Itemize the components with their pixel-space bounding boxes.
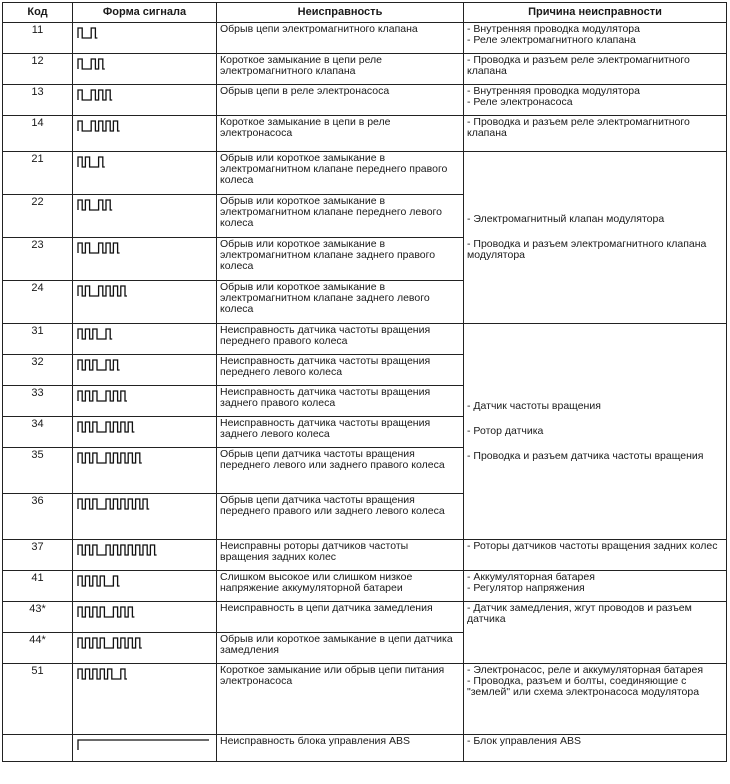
table-row — [3, 664, 727, 735]
cause-line: - Блок управления ABS — [467, 735, 581, 747]
signal-waveform — [77, 388, 213, 404]
fault-description: Короткое замыкание в цепи в реле электронасоса — [217, 116, 464, 152]
waveform-cell — [73, 238, 217, 281]
cause-line: - Реле электронасоса — [467, 96, 573, 108]
fault-code-table — [2, 2, 727, 762]
fault-cause — [464, 116, 727, 152]
fault-code: 44* — [3, 633, 73, 664]
table-row — [3, 152, 727, 195]
fault-code: 37 — [3, 540, 73, 571]
header-row — [3, 3, 727, 23]
table-row — [3, 85, 727, 116]
fault-description: Обрыв цепи в реле электронасоса — [217, 85, 464, 116]
fault-description: Обрыв цепи датчика частоты вращения переднего правого или заднего левого колеса — [217, 494, 464, 540]
header-cause: Причина неисправности — [464, 3, 727, 23]
cause-line: - Проводка и разъем реле электромагнитного клапана — [467, 54, 690, 77]
fault-cause — [464, 540, 727, 571]
fault-description: Обрыв или короткое замыкание в электромагнитном клапане переднего левого колеса — [217, 195, 464, 238]
fault-cause — [464, 54, 727, 85]
fault-description: Неисправность в цепи датчика замедления — [217, 602, 464, 633]
cause-line: - Внутренняя проводка модулятора — [467, 23, 640, 35]
waveform-trace — [78, 669, 127, 679]
waveform-cell — [73, 448, 217, 494]
waveform-cell — [73, 494, 217, 540]
signal-waveform — [77, 542, 213, 558]
cause-line: - Проводка и разъем электромагнитного клапана модулятора — [467, 238, 707, 261]
fault-code: 14 — [3, 116, 73, 152]
waveform-trace — [78, 59, 105, 69]
signal-waveform — [77, 25, 213, 41]
waveform-cell — [73, 281, 217, 324]
table-row — [3, 602, 727, 633]
fault-code: 21 — [3, 152, 73, 195]
signal-waveform — [77, 604, 213, 620]
waveform-trace — [78, 243, 120, 253]
fault-code: 24 — [3, 281, 73, 324]
signal-waveform — [77, 635, 213, 651]
waveform-trace — [78, 453, 142, 463]
signal-waveform — [77, 283, 213, 299]
signal-waveform — [77, 240, 213, 256]
fault-code: 22 — [3, 195, 73, 238]
waveform-cell — [73, 602, 217, 633]
signal-waveform — [77, 357, 213, 373]
fault-code: 23 — [3, 238, 73, 281]
fault-cause — [464, 735, 727, 762]
cause-line: - Внутренняя проводка модулятора — [467, 85, 640, 97]
fault-code: 43* — [3, 602, 73, 633]
fault-cause — [464, 85, 727, 116]
fault-description: Обрыв цепи датчика частоты вращения переднего левого или заднего правого колеса — [217, 448, 464, 494]
cause-line: - Реле электромагнитного клапана — [467, 34, 636, 46]
fault-description: Обрыв цепи электромагнитного клапана — [217, 23, 464, 54]
fault-code: 11 — [3, 23, 73, 54]
table-row — [3, 54, 727, 85]
fault-description: Слишком высокое или слишком низкое напряжение аккумуляторной батареи — [217, 571, 464, 602]
fault-description: Обрыв или короткое замыкание в электромагнитном клапане переднего правого колеса — [217, 152, 464, 195]
waveform-trace — [78, 391, 127, 401]
fault-code: 41 — [3, 571, 73, 602]
fault-description: Неисправность датчика частоты вращения заднего левого колеса — [217, 417, 464, 448]
waveform-trace — [78, 576, 120, 586]
header-waveform: Форма сигнала — [73, 3, 217, 23]
waveform-cell — [73, 23, 217, 54]
waveform-cell — [73, 152, 217, 195]
cause-line: - Проводка и разъем реле электромагнитного клапана — [467, 116, 690, 139]
table-row — [3, 735, 727, 762]
waveform-trace — [78, 740, 209, 750]
fault-code: 31 — [3, 324, 73, 355]
fault-cause — [464, 324, 727, 540]
fault-description: Обрыв или короткое замыкание в цепи датчика замедления — [217, 633, 464, 664]
table-row — [3, 540, 727, 571]
fault-description: Неисправны роторы датчиков частоты вращения задних колес — [217, 540, 464, 571]
fault-code: 32 — [3, 355, 73, 386]
waveform-cell — [73, 116, 217, 152]
fault-cause — [464, 23, 727, 54]
signal-waveform — [77, 496, 213, 512]
waveform-cell — [73, 386, 217, 417]
fault-code: 12 — [3, 54, 73, 85]
signal-waveform — [77, 118, 213, 134]
waveform-trace — [78, 286, 127, 296]
signal-waveform — [77, 56, 213, 72]
fault-description: Короткое замыкание или обрыв цепи питания электронасоса — [217, 664, 464, 735]
fault-description: Обрыв или короткое замыкание в электромагнитном клапане заднего левого колеса — [217, 281, 464, 324]
waveform-trace — [78, 360, 120, 370]
fault-code: 34 — [3, 417, 73, 448]
fault-code: 36 — [3, 494, 73, 540]
fault-description: Неисправность датчика частоты вращения переднего правого колеса — [217, 324, 464, 355]
waveform-cell — [73, 633, 217, 664]
table-row — [3, 116, 727, 152]
fault-description: Обрыв или короткое замыкание в электромагнитном клапане заднего правого колеса — [217, 238, 464, 281]
fault-code — [3, 735, 73, 762]
waveform-cell — [73, 735, 217, 762]
waveform-trace — [78, 638, 142, 648]
fault-description: Неисправность датчика частоты вращения заднего правого колеса — [217, 386, 464, 417]
fault-cause — [464, 602, 727, 664]
waveform-cell — [73, 664, 217, 735]
cause-line: - Электронасос, реле и аккумуляторная батарея — [467, 664, 704, 676]
fault-cause — [464, 152, 727, 324]
signal-waveform — [77, 573, 213, 589]
cause-line: - Аккумуляторная батарея — [467, 571, 595, 583]
cause-line: - Электромагнитный клапан модулятора — [467, 213, 665, 225]
waveform-cell — [73, 540, 217, 571]
waveform-trace — [78, 422, 134, 432]
cause-line: - Датчик частоты вращения — [467, 400, 601, 412]
signal-waveform — [77, 197, 213, 213]
waveform-trace — [78, 545, 157, 555]
waveform-trace — [78, 90, 112, 100]
waveform-cell — [73, 85, 217, 116]
fault-rows — [3, 23, 727, 762]
cause-line: - Проводка, разъем и болты, соединяющие с "землей" или схема электронасоса модулятора — [467, 675, 700, 698]
fault-code: 33 — [3, 386, 73, 417]
waveform-cell — [73, 324, 217, 355]
waveform-cell — [73, 417, 217, 448]
waveform-trace — [78, 157, 105, 167]
cause-line: - Регулятор напряжения — [467, 582, 585, 594]
table-row — [3, 571, 727, 602]
cause-line: - Ротор датчика — [467, 425, 544, 437]
signal-waveform — [77, 326, 213, 342]
signal-waveform — [77, 87, 213, 103]
waveform-trace — [78, 607, 134, 617]
waveform-cell — [73, 195, 217, 238]
signal-waveform — [77, 419, 213, 435]
signal-waveform — [77, 450, 213, 466]
waveform-trace — [78, 329, 112, 339]
waveform-trace — [78, 121, 120, 131]
cause-line: - Проводка и разъем датчика частоты вращения — [467, 450, 704, 462]
fault-cause — [464, 571, 727, 602]
fault-description: Неисправность блока управления ABS — [217, 735, 464, 762]
waveform-cell — [73, 54, 217, 85]
fault-description: Неисправность датчика частоты вращения переднего левого колеса — [217, 355, 464, 386]
fault-description: Короткое замыкание в цепи реле электромагнитного клапана — [217, 54, 464, 85]
fault-code: 13 — [3, 85, 73, 116]
signal-waveform — [77, 154, 213, 170]
header-code: Код — [3, 3, 73, 23]
fault-code: 35 — [3, 448, 73, 494]
header-fault: Неисправность — [217, 3, 464, 23]
signal-waveform — [77, 737, 213, 753]
waveform-trace — [78, 499, 149, 509]
signal-waveform — [77, 666, 213, 682]
waveform-cell — [73, 571, 217, 602]
table-row — [3, 324, 727, 355]
waveform-trace — [78, 28, 97, 38]
cause-line: - Датчик замедления, жгут проводов и разъем датчика — [467, 602, 692, 625]
waveform-cell — [73, 355, 217, 386]
table-row — [3, 23, 727, 54]
fault-code: 51 — [3, 664, 73, 735]
cause-line: - Роторы датчиков частоты вращения задних колес — [467, 540, 718, 552]
waveform-trace — [78, 200, 112, 210]
fault-cause — [464, 664, 727, 735]
